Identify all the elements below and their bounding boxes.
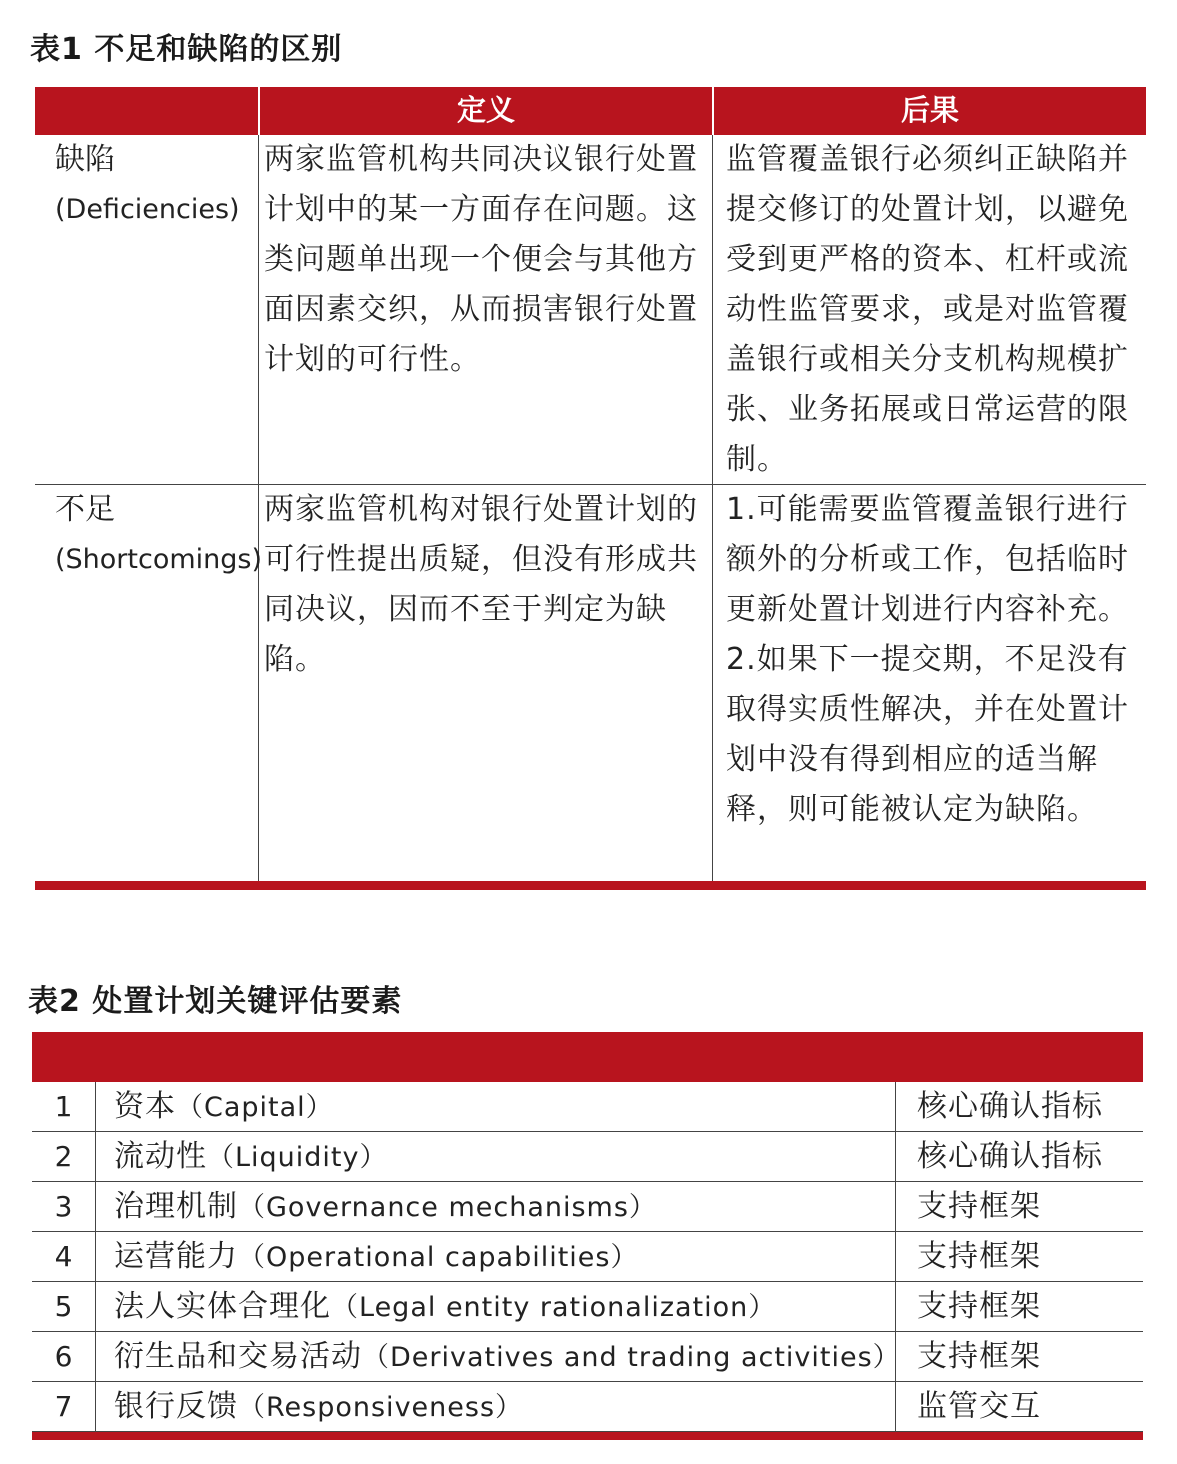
element-name (114, 1182, 657, 1233)
element-name-en: （Governance mechanisms） (238, 1192, 657, 1223)
column-rule (712, 135, 713, 881)
element-name-cn: 法人实体合理化 (114, 1289, 331, 1324)
table1 (35, 87, 1146, 881)
row-label-deficiencies (55, 135, 240, 235)
table1-header (35, 87, 1146, 135)
element-name (114, 1082, 334, 1133)
row-number: 6 (54, 1340, 73, 1373)
element-name-en: （Capital） (176, 1092, 334, 1123)
consequence-item-1: 1.可能需要监管覆盖银行进行额外的分析或工作，包括临时更新处置计划进行内容补充。 (726, 492, 1129, 627)
element-name-en: （Legal entity rationalization） (331, 1292, 777, 1323)
element-category: 支持框架 (917, 1289, 1041, 1324)
consequence-item-2: 2.如果下一提交期，不足没有取得实质性解决，并在处置计划中没有得到相应的适当解释，则可能被认定为缺陷。 (726, 642, 1129, 827)
table1-body (35, 135, 1146, 881)
shortcomings-definition: 两家监管机构对银行处置计划的可行性提出质疑，但没有形成共同决议，因而不至于判定为缺陷。 (264, 492, 698, 677)
element-category: 支持框架 (917, 1339, 1041, 1374)
element-category: 支持框架 (917, 1189, 1041, 1224)
element-name (114, 1282, 776, 1333)
table1-bottom-bar (35, 881, 1146, 890)
table-row (32, 1382, 1143, 1432)
table-row (32, 1232, 1143, 1282)
element-name-cn: 治理机制 (114, 1189, 238, 1224)
table-row (32, 1332, 1143, 1382)
row-label-cn: 缺陷 (55, 142, 115, 177)
table1-caption: 表1 不足和缺陷的区别 (30, 32, 343, 67)
row-number: 4 (54, 1240, 73, 1273)
element-name-en: （Operational capabilities） (238, 1242, 639, 1273)
element-name (114, 1332, 901, 1383)
element-name-cn: 运营能力 (114, 1239, 238, 1274)
table2 (32, 1032, 1143, 1440)
row-number: 3 (54, 1190, 73, 1223)
header-definition: 定义 (456, 93, 515, 127)
element-name-cn: 流动性 (114, 1139, 207, 1174)
header-consequence: 后果 (900, 93, 959, 127)
table-row (32, 1082, 1143, 1132)
table2-bottom-bar (32, 1432, 1143, 1440)
deficiencies-consequence: 监管覆盖银行必须纠正缺陷并提交修订的处置计划，以避免受到更严格的资本、杠杆或流动性监管要求，或是对监管覆盖银行或相关分支机构规模扩张、业务拓展或日常运营的限制。 (726, 142, 1129, 477)
element-name-cn: 银行反馈 (114, 1389, 238, 1424)
table-row (32, 1132, 1143, 1182)
element-name-en: （Responsiveness） (238, 1392, 524, 1423)
element-name-en: （Liquidity） (207, 1142, 388, 1173)
table2-header (32, 1032, 1143, 1082)
table-row (32, 1282, 1143, 1332)
row-label-en: (Deficiencies) (55, 194, 240, 225)
element-category: 支持框架 (917, 1239, 1041, 1274)
row-number: 1 (54, 1090, 73, 1123)
table-row (32, 1182, 1143, 1232)
element-name-cn: 衍生品和交易活动 (114, 1339, 362, 1374)
shortcomings-consequence (726, 485, 1138, 835)
element-category: 核心确认指标 (917, 1089, 1103, 1124)
element-name (114, 1382, 523, 1433)
deficiencies-definition: 两家监管机构共同决议银行处置计划中的某一方面存在问题。这类问题单出现一个便会与其他方面因素交织，从而损害银行处置计划的可行性。 (264, 142, 698, 377)
row-number: 5 (54, 1290, 73, 1323)
row-label-en: (Shortcomings) (55, 544, 263, 575)
element-name (114, 1232, 638, 1283)
element-name-en: （Derivatives and trading activities） (362, 1342, 901, 1373)
element-name (114, 1132, 388, 1183)
row-label-cn: 不足 (55, 492, 115, 527)
element-name-cn: 资本 (114, 1089, 176, 1124)
element-category: 监管交互 (917, 1389, 1041, 1424)
table2-caption: 表2 处置计划关键评估要素 (28, 984, 403, 1019)
row-label-shortcomings (55, 485, 262, 585)
row-number: 2 (54, 1140, 73, 1173)
row-number: 7 (54, 1390, 73, 1423)
element-category: 核心确认指标 (917, 1139, 1103, 1174)
